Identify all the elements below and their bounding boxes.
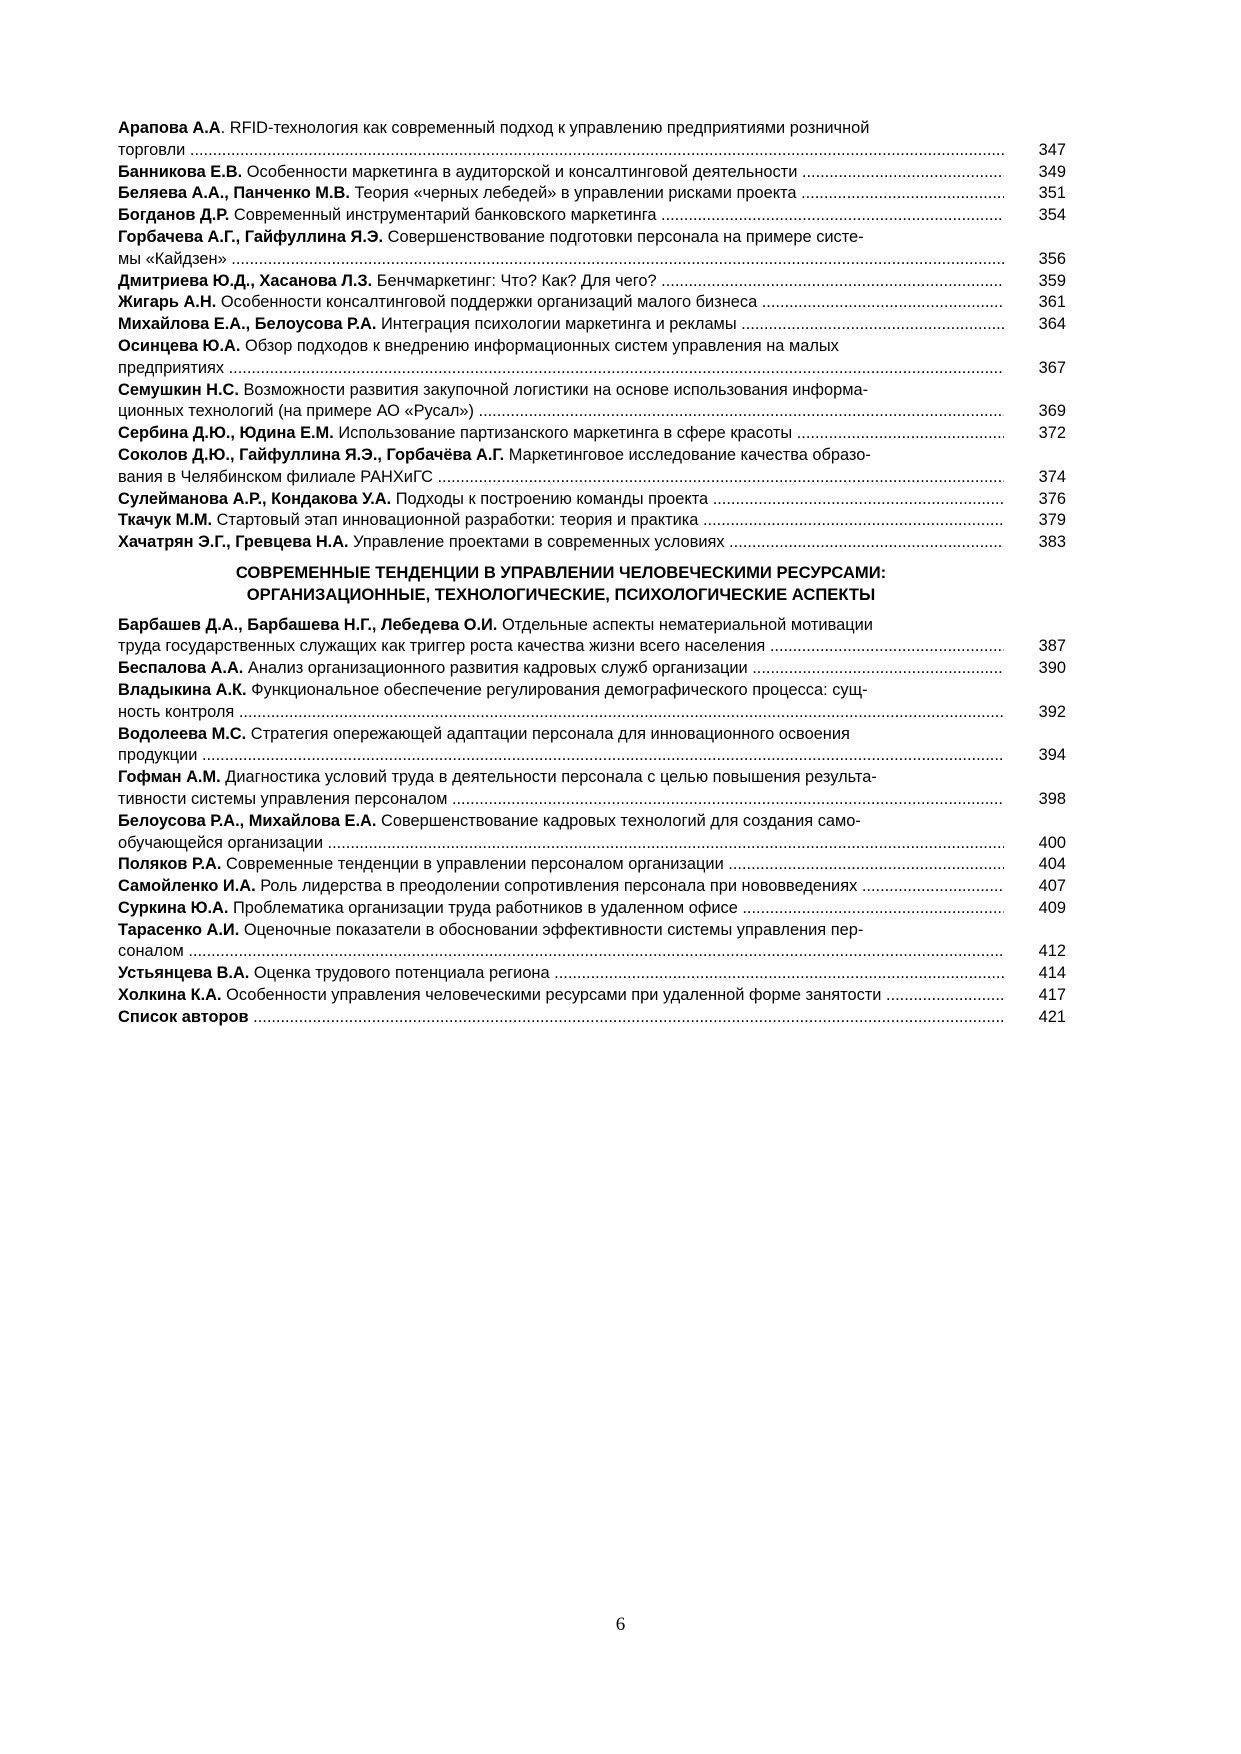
entry-title: Стартовый этап инновационной разработки: теория и практика [216, 511, 699, 530]
toc-entry[interactable] [118, 680, 1066, 724]
toc-section-1 [118, 118, 1066, 554]
entry-page-number: 349 [1038, 162, 1066, 181]
toc-entry[interactable] [118, 532, 1066, 554]
entry-title-end: мы «Кайдзен» ..... [118, 249, 1004, 271]
entry-page-number: 404 [1038, 855, 1066, 874]
entry-page-number: 387 [1038, 637, 1066, 656]
section-heading-line-2: ОРГАНИЗАЦИОННЫЕ, ТЕХНОЛОГИЧЕСКИЕ, ПСИХОЛОГИЧЕСКИЕ АСПЕКТЫ [246, 584, 876, 604]
entry-page-number: 409 [1038, 898, 1066, 917]
entry-title: RFID-технология как современный подход к управлению предприятиями розничной [229, 119, 870, 137]
entry-line [118, 162, 1004, 184]
entry-page-number: 374 [1038, 467, 1066, 486]
entry-authors: Гофман А.М. [118, 768, 221, 787]
toc-entry[interactable] [118, 380, 1066, 424]
entry-title: Маркетинговое исследование качества образо- [508, 445, 871, 464]
toc-entry-first-line [118, 336, 1066, 358]
entry-title-end: обучающейся организации ..... [118, 833, 1004, 855]
entry-title: Анализ организационного развития кадровых служб организации [247, 659, 748, 678]
entry-authors: Михайлова Е.А., Белоусова Р.А. [118, 315, 377, 334]
entry-line [118, 183, 1004, 205]
entry-title-end: вания в Челябинском филиале РАНХиГС ..... [118, 467, 1004, 489]
entry-title: Современный инструментарий банковского маркетинга [233, 206, 657, 225]
entry-authors: Владыкина А.К. [118, 680, 247, 699]
entry-authors: Горбачева А.Г., Гайфуллина Я.Э. [118, 227, 384, 246]
entry-title: Использование партизанского маркетинга в сфере красоты [338, 424, 793, 443]
entry-line [118, 292, 1004, 314]
entry-title-end: торговли ..... [118, 140, 1004, 162]
entry-title: Современные тенденции в управлении персоналом организации [225, 855, 724, 874]
entry-authors: Самойленко И.А. [118, 877, 256, 896]
section-heading [118, 554, 1004, 615]
entry-page-number: 394 [1038, 746, 1066, 765]
toc-entry[interactable] [118, 724, 1066, 768]
entry-title: Стратегия опережающей адаптации персонала для инновационного освоения [250, 724, 850, 743]
toc-entry[interactable] [118, 658, 1066, 680]
toc-entry[interactable] [118, 271, 1066, 293]
entry-title-end: ность контроля ..... [118, 702, 1004, 724]
entry-page-number: 379 [1038, 511, 1066, 530]
toc-entry[interactable] [118, 615, 1066, 659]
entry-authors: Ткачук М.М. [118, 511, 213, 530]
entry-title-end: тивности системы управления персоналом ..... [118, 789, 1004, 811]
entry-page-number: 376 [1038, 489, 1066, 508]
entry-page-number: 367 [1038, 358, 1066, 377]
toc-section-2 [118, 615, 1066, 1029]
toc-entry-first-line [118, 724, 1066, 746]
toc-entry[interactable] [118, 314, 1066, 336]
entry-page-number: 372 [1038, 424, 1066, 443]
entry-title: Совершенствование подготовки персонала на примере систе- [387, 227, 864, 246]
entry-page-number: 359 [1038, 271, 1066, 290]
toc-entry[interactable] [118, 183, 1066, 205]
page-number: 6 [615, 1614, 626, 1635]
toc-entry[interactable] [118, 510, 1066, 532]
entry-line [118, 510, 1004, 532]
entry-line [118, 532, 1004, 554]
entry-authors: Жигарь А.Н. [118, 293, 217, 312]
entry-title-end: труда государственных служащих как триггер роста качества жизни всего населения ..... [118, 636, 1004, 658]
entry-page-number: 390 [1038, 659, 1066, 678]
toc-entry[interactable] [118, 118, 1066, 162]
toc-entry-first-line [118, 811, 1066, 833]
entry-title: Управление проектами в современных условиях [353, 533, 725, 552]
entry-line [118, 423, 1004, 445]
entry-page-number: 392 [1038, 702, 1066, 721]
entry-page-number: 369 [1038, 402, 1066, 421]
toc-entry-first-line [118, 920, 1066, 942]
entry-line [118, 898, 1004, 920]
entry-title: Диагностика условий труда в деятельности персонала с целью повышения результа- [225, 768, 877, 787]
entry-page-number: 361 [1038, 293, 1066, 312]
entry-page-number: 364 [1038, 315, 1066, 334]
entry-title: Особенности консалтинговой поддержки организаций малого бизнеса [220, 293, 758, 312]
entry-title: Особенности управления человеческими ресурсами при удаленной форме занятости [226, 986, 882, 1005]
section-heading-line-1: СОВРЕМЕННЫЕ ТЕНДЕНЦИИ В УПРАВЛЕНИИ ЧЕЛОВЕЧЕСКИМИ РЕСУРСАМИ: [235, 562, 887, 582]
entry-authors: Холкина К.А. [118, 986, 222, 1005]
entry-page-number: 417 [1038, 986, 1066, 1005]
entry-page-number: 421 [1038, 1007, 1066, 1026]
entry-line [118, 1007, 1004, 1029]
entry-page-number: 398 [1038, 789, 1066, 808]
toc-entry-first-line [118, 680, 1066, 702]
toc-entry[interactable] [118, 227, 1066, 271]
toc-entry[interactable] [118, 423, 1066, 445]
entry-line [118, 205, 1004, 227]
entry-title: Роль лидерства в преодолении сопротивления персонала при нововведениях [260, 877, 858, 896]
toc-entry[interactable] [118, 767, 1066, 811]
toc-entry[interactable] [118, 920, 1066, 964]
entry-title: Интеграция психологии маркетинга и рекламы [381, 315, 737, 334]
toc-entry[interactable] [118, 963, 1066, 985]
entry-title: Проблематика организации труда работников в удаленном офисе [233, 898, 738, 917]
entry-authors: Банникова Е.В. [118, 162, 243, 181]
entry-page-number: 412 [1038, 942, 1066, 961]
entry-authors: Поляков Р.А. [118, 855, 222, 874]
entry-authors: Сулейманова А.Р., Кондакова У.А. [118, 489, 392, 508]
toc-entry[interactable] [118, 811, 1066, 855]
entry-line [118, 271, 1004, 293]
entry-page-number: 354 [1038, 206, 1066, 225]
entry-title: Оценка трудового потенциала региона [253, 964, 550, 983]
entry-authors: Богданов Д.Р. [118, 206, 230, 225]
entry-line [118, 489, 1004, 511]
entry-authors: Сербина Д.Ю., Юдина Е.М. [118, 424, 334, 443]
entry-page-number: 356 [1038, 249, 1066, 268]
entry-line [118, 658, 1004, 680]
entry-page-number: 383 [1038, 533, 1066, 552]
entry-line [118, 985, 1004, 1007]
entry-title-end: предприятиях ..... [118, 358, 1004, 380]
entry-authors: Водолеева М.С. [118, 724, 247, 743]
toc-entry[interactable] [118, 1007, 1066, 1029]
toc-entry-first-line [118, 118, 1066, 140]
entry-page-number: 347 [1038, 140, 1066, 159]
entry-title: Подходы к построению команды проекта [395, 489, 709, 508]
toc-entry-first-line [118, 380, 1066, 402]
toc-entry-first-line [118, 445, 1066, 467]
toc-entry[interactable] [118, 898, 1066, 920]
toc-entry[interactable] [118, 985, 1066, 1007]
toc-entry[interactable] [118, 292, 1066, 314]
entry-page-number: 400 [1038, 833, 1066, 852]
entry-authors: Устьянцева В.А. [118, 964, 250, 983]
toc-entry[interactable] [118, 162, 1066, 184]
entry-page-number: 351 [1038, 184, 1066, 203]
entry-authors: Семушкин Н.С. [118, 380, 239, 399]
toc-entry-first-line [118, 767, 1066, 789]
entry-authors: Список авторов [118, 1007, 249, 1026]
entry-title: Теория «черных лебедей» в управлении рисками проекта [354, 184, 797, 203]
toc-entry-first-line [118, 227, 1066, 249]
toc-entry[interactable] [118, 854, 1066, 876]
entry-title: Возможности развития закупочной логистики на основе использования информа- [243, 380, 869, 399]
entry-title-end: ционных технологий (на примере АО «Русал») ..... [118, 401, 1004, 423]
entry-title: Бенчмаркетинг: Что? Как? Для чего? [376, 271, 657, 290]
entry-line [118, 854, 1004, 876]
entry-separator: . [220, 119, 230, 137]
entry-authors: Суркина Ю.А. [118, 898, 229, 917]
entry-page-number: 407 [1038, 877, 1066, 896]
entry-authors: Соколов Д.Ю., Гайфуллина Я.Э., Горбачёва А.Г. [118, 445, 505, 464]
entry-authors: Белоусова Р.А., Михайлова Е.А. [118, 811, 377, 830]
toc-entry[interactable] [118, 205, 1066, 227]
entry-authors: Осинцева Ю.А. [118, 336, 241, 355]
entry-title: Обзор подходов к внедрению информационных систем управления на малых [244, 336, 839, 355]
toc-entry-first-line [118, 615, 1066, 637]
toc-entry[interactable] [118, 876, 1066, 898]
toc-entry[interactable] [118, 336, 1066, 380]
entry-authors: Хачатрян Э.Г., Гревцева Н.А. [118, 533, 349, 552]
table-of-contents [118, 118, 1066, 1029]
entry-authors: Тарасенко А.И. [118, 920, 240, 939]
entry-title: Оценочные показатели в обосновании эффективности системы управления пер- [243, 920, 864, 939]
entry-authors: Беспалова А.А. [118, 659, 244, 678]
entry-authors: Беляева А.А., Панченко М.В. [118, 184, 350, 203]
entry-title-end: продукции ..... [118, 745, 1004, 767]
entry-title-end: соналом ..... [118, 941, 1004, 963]
entry-line [118, 963, 1004, 985]
entry-page-number: 414 [1038, 964, 1066, 983]
entry-authors: Дмитриева Ю.Д., Хасанова Л.З. [118, 271, 373, 290]
entry-authors: Арапова А.А [118, 119, 221, 137]
entry-authors: Барбашев Д.А., Барбашева Н.Г., Лебедева О.И. [118, 615, 498, 634]
entry-title: Функциональное обеспечение регулирования демографического процесса: сущ- [251, 680, 868, 699]
entry-title: Отдельные аспекты нематериальной мотивации [501, 615, 873, 634]
entry-title: Особенности маркетинга в аудиторской и консалтинговой деятельности [246, 162, 798, 181]
entry-title: Совершенствование кадровых технологий для создания само- [381, 811, 861, 830]
toc-entry[interactable] [118, 445, 1066, 489]
toc-entry[interactable] [118, 489, 1066, 511]
entry-line [118, 876, 1004, 898]
entry-line [118, 314, 1004, 336]
